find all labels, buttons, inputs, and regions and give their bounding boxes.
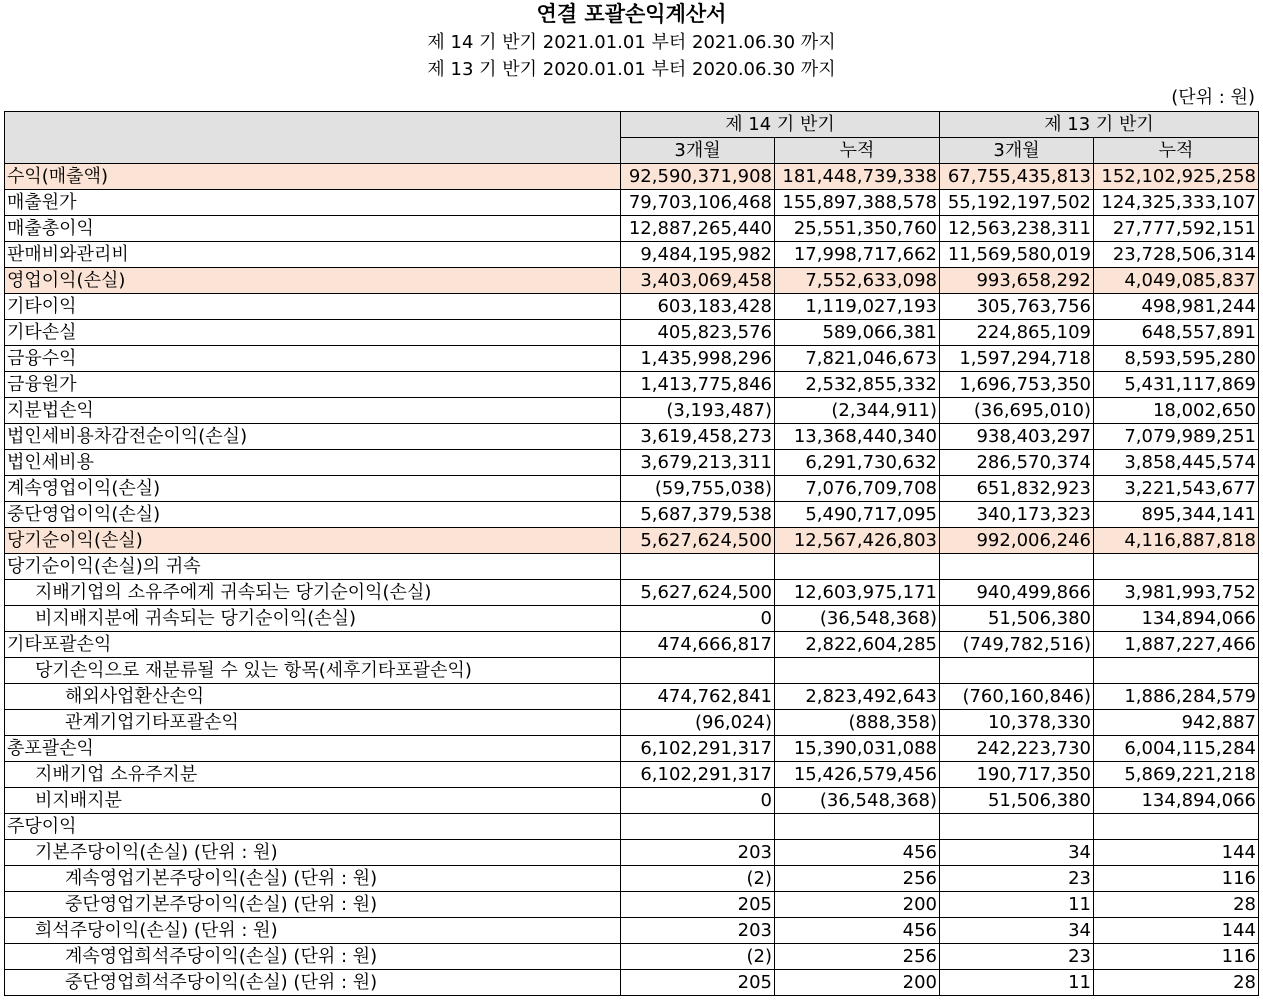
table-row	[5, 528, 1259, 554]
table-row	[5, 970, 1259, 996]
value-current-cum: 256	[775, 944, 940, 970]
value-prior-3m: (36,695,010)	[940, 398, 1094, 424]
header-row-periods	[5, 112, 1259, 138]
value-prior-cum: 3,858,445,574	[1094, 450, 1259, 476]
value-current-cum: 15,426,579,456	[775, 762, 940, 788]
value-current-3m: (2)	[621, 944, 775, 970]
value-prior-cum: 116	[1094, 866, 1259, 892]
value-current-cum: 456	[775, 918, 940, 944]
period-prior: 제 13 기 반기 2020.01.01 부터 2020.06.30 까지	[427, 59, 836, 80]
value-prior-3m: 51,506,380	[940, 606, 1094, 632]
table-row	[5, 554, 1259, 580]
value-prior-cum: 6,004,115,284	[1094, 736, 1259, 762]
account-label: 지분법손익	[5, 398, 621, 424]
value-current-3m: 12,887,265,440	[621, 216, 775, 242]
value-prior-cum: 4,116,887,818	[1094, 528, 1259, 554]
value-current-cum: 2,532,855,332	[775, 372, 940, 398]
account-label: 기타포괄손익	[5, 632, 621, 658]
value-prior-3m: 1,696,753,350	[940, 372, 1094, 398]
unit-label: (단위 : 원)	[1171, 87, 1255, 108]
value-current-3m: 405,823,576	[621, 320, 775, 346]
account-label: 관계기업기타포괄손익	[5, 710, 621, 736]
value-prior-3m: 51,506,380	[940, 788, 1094, 814]
value-prior-cum: 27,777,592,151	[1094, 216, 1259, 242]
value-prior-3m	[940, 658, 1094, 684]
value-current-cum: 456	[775, 840, 940, 866]
header-prior-3m: 3개월	[940, 138, 1094, 164]
account-label: 계속영업희석주당이익(손실) (단위 : 원)	[5, 944, 621, 970]
value-prior-3m	[940, 814, 1094, 840]
value-prior-cum: 895,344,141	[1094, 502, 1259, 528]
value-current-3m: 1,435,998,296	[621, 346, 775, 372]
period-current: 제 14 기 반기 2021.01.01 부터 2021.06.30 까지	[427, 32, 836, 53]
table-row	[5, 684, 1259, 710]
value-current-cum: 2,823,492,643	[775, 684, 940, 710]
account-label: 당기순이익(손실)	[5, 528, 621, 554]
table-row	[5, 450, 1259, 476]
value-prior-cum: 134,894,066	[1094, 788, 1259, 814]
value-current-3m: 3,619,458,273	[621, 424, 775, 450]
value-current-cum: 17,998,717,662	[775, 242, 940, 268]
value-current-cum	[775, 554, 940, 580]
account-label: 당기순이익(손실)의 귀속	[5, 554, 621, 580]
value-prior-cum: 942,887	[1094, 710, 1259, 736]
value-current-cum: 7,821,046,673	[775, 346, 940, 372]
value-current-cum: 25,551,350,760	[775, 216, 940, 242]
value-prior-cum: 144	[1094, 918, 1259, 944]
table-row	[5, 580, 1259, 606]
value-current-3m: 79,703,106,468	[621, 190, 775, 216]
account-label: 계속영업이익(손실)	[5, 476, 621, 502]
value-current-3m: 5,627,624,500	[621, 580, 775, 606]
income-statement-table	[4, 111, 1259, 996]
value-prior-3m: 940,499,866	[940, 580, 1094, 606]
table-row	[5, 736, 1259, 762]
value-prior-3m: 992,006,246	[940, 528, 1094, 554]
account-label: 지배기업의 소유주에게 귀속되는 당기순이익(손실)	[5, 580, 621, 606]
table-row	[5, 346, 1259, 372]
value-prior-cum: 18,002,650	[1094, 398, 1259, 424]
value-prior-cum: 152,102,925,258	[1094, 164, 1259, 190]
value-current-cum: 6,291,730,632	[775, 450, 940, 476]
value-current-cum: 256	[775, 866, 940, 892]
value-prior-cum: 144	[1094, 840, 1259, 866]
value-current-cum: (888,358)	[775, 710, 940, 736]
table-row	[5, 606, 1259, 632]
table-row	[5, 762, 1259, 788]
account-label: 영업이익(손실)	[5, 268, 621, 294]
value-current-3m: 205	[621, 970, 775, 996]
value-current-3m: 1,413,775,846	[621, 372, 775, 398]
value-current-3m: 6,102,291,317	[621, 736, 775, 762]
table-row	[5, 632, 1259, 658]
value-prior-cum	[1094, 814, 1259, 840]
value-prior-cum: 124,325,333,107	[1094, 190, 1259, 216]
value-prior-cum: 3,981,993,752	[1094, 580, 1259, 606]
table-row	[5, 372, 1259, 398]
value-current-cum	[775, 658, 940, 684]
value-prior-3m: 340,173,323	[940, 502, 1094, 528]
value-current-cum: 2,822,604,285	[775, 632, 940, 658]
table-row	[5, 944, 1259, 970]
account-label: 금융원가	[5, 372, 621, 398]
account-label: 당기손익으로 재분류될 수 있는 항목(세후기타포괄손익)	[5, 658, 621, 684]
value-prior-3m: 11	[940, 892, 1094, 918]
value-prior-3m: 1,597,294,718	[940, 346, 1094, 372]
table-row	[5, 190, 1259, 216]
value-prior-cum: 134,894,066	[1094, 606, 1259, 632]
account-label: 계속영업기본주당이익(손실) (단위 : 원)	[5, 866, 621, 892]
value-current-3m: 9,484,195,982	[621, 242, 775, 268]
value-current-3m: 5,687,379,538	[621, 502, 775, 528]
account-label: 매출총이익	[5, 216, 621, 242]
value-current-3m: (59,755,038)	[621, 476, 775, 502]
value-current-cum	[775, 814, 940, 840]
value-current-3m: 6,102,291,317	[621, 762, 775, 788]
value-prior-cum: 648,557,891	[1094, 320, 1259, 346]
account-label: 수익(매출액)	[5, 164, 621, 190]
value-current-3m: 0	[621, 788, 775, 814]
value-current-cum: (36,548,368)	[775, 788, 940, 814]
account-label: 해외사업환산손익	[5, 684, 621, 710]
account-label: 기본주당이익(손실) (단위 : 원)	[5, 840, 621, 866]
account-label: 지배기업 소유주지분	[5, 762, 621, 788]
value-prior-3m: 34	[940, 840, 1094, 866]
value-prior-cum: 5,869,221,218	[1094, 762, 1259, 788]
value-prior-cum: 5,431,117,869	[1094, 372, 1259, 398]
header-account-cell	[5, 112, 621, 164]
account-label: 기타손실	[5, 320, 621, 346]
table-row	[5, 840, 1259, 866]
value-current-3m: 92,590,371,908	[621, 164, 775, 190]
value-prior-3m: 305,763,756	[940, 294, 1094, 320]
account-label: 매출원가	[5, 190, 621, 216]
value-current-cum: 13,368,440,340	[775, 424, 940, 450]
table-row	[5, 918, 1259, 944]
table-row	[5, 164, 1259, 190]
account-label: 중단영업이익(손실)	[5, 502, 621, 528]
value-current-3m: 3,403,069,458	[621, 268, 775, 294]
value-prior-cum: 7,079,989,251	[1094, 424, 1259, 450]
account-label: 기타이익	[5, 294, 621, 320]
account-label: 총포괄손익	[5, 736, 621, 762]
value-current-cum: 15,390,031,088	[775, 736, 940, 762]
value-current-cum: 181,448,739,338	[775, 164, 940, 190]
value-prior-cum: 4,049,085,837	[1094, 268, 1259, 294]
value-current-3m: 203	[621, 840, 775, 866]
value-prior-3m: 224,865,109	[940, 320, 1094, 346]
value-current-3m: 0	[621, 606, 775, 632]
table-row	[5, 892, 1259, 918]
value-prior-3m: 10,378,330	[940, 710, 1094, 736]
value-prior-3m: (760,160,846)	[940, 684, 1094, 710]
table-row	[5, 398, 1259, 424]
value-prior-cum	[1094, 658, 1259, 684]
value-current-3m	[621, 554, 775, 580]
account-label: 주당이익	[5, 814, 621, 840]
value-current-cum: 1,119,027,193	[775, 294, 940, 320]
account-label: 비지배지분	[5, 788, 621, 814]
account-label: 법인세비용	[5, 450, 621, 476]
value-current-3m: 5,627,624,500	[621, 528, 775, 554]
value-current-3m: (3,193,487)	[621, 398, 775, 424]
value-current-3m: (2)	[621, 866, 775, 892]
value-prior-3m: 11,569,580,019	[940, 242, 1094, 268]
account-label: 금융수익	[5, 346, 621, 372]
value-current-3m: 474,762,841	[621, 684, 775, 710]
header-current-period: 제 14 기 반기	[621, 112, 940, 138]
account-label: 비지배지분에 귀속되는 당기순이익(손실)	[5, 606, 621, 632]
table-row	[5, 866, 1259, 892]
value-current-cum: 200	[775, 892, 940, 918]
value-prior-3m: 67,755,435,813	[940, 164, 1094, 190]
value-prior-cum	[1094, 554, 1259, 580]
value-prior-3m: 34	[940, 918, 1094, 944]
header-prior-cum: 누적	[1094, 138, 1259, 164]
table-row	[5, 476, 1259, 502]
value-prior-cum: 8,593,595,280	[1094, 346, 1259, 372]
table-row	[5, 788, 1259, 814]
value-prior-3m: 23	[940, 866, 1094, 892]
value-current-3m: 3,679,213,311	[621, 450, 775, 476]
table-row	[5, 216, 1259, 242]
value-prior-3m: 651,832,923	[940, 476, 1094, 502]
value-current-cum: (36,548,368)	[775, 606, 940, 632]
account-label: 희석주당이익(손실) (단위 : 원)	[5, 918, 621, 944]
header-current-3m: 3개월	[621, 138, 775, 164]
value-prior-cum: 28	[1094, 970, 1259, 996]
value-prior-3m: 938,403,297	[940, 424, 1094, 450]
table-row	[5, 294, 1259, 320]
account-label: 법인세비용차감전순이익(손실)	[5, 424, 621, 450]
header-prior-period: 제 13 기 반기	[940, 112, 1259, 138]
value-current-3m: 603,183,428	[621, 294, 775, 320]
value-prior-3m	[940, 554, 1094, 580]
account-label: 중단영업기본주당이익(손실) (단위 : 원)	[5, 892, 621, 918]
table-row	[5, 242, 1259, 268]
value-current-cum: 155,897,388,578	[775, 190, 940, 216]
value-current-cum: 5,490,717,095	[775, 502, 940, 528]
value-prior-3m: 190,717,350	[940, 762, 1094, 788]
account-label: 판매비와관리비	[5, 242, 621, 268]
statement-title: 연결 포괄손익계산서	[536, 2, 727, 26]
value-current-3m: 203	[621, 918, 775, 944]
value-prior-cum: 116	[1094, 944, 1259, 970]
value-current-3m	[621, 814, 775, 840]
value-prior-3m: 993,658,292	[940, 268, 1094, 294]
table-row	[5, 424, 1259, 450]
table-row	[5, 658, 1259, 684]
value-current-cum: 12,603,975,171	[775, 580, 940, 606]
table-row	[5, 814, 1259, 840]
value-prior-3m: 55,192,197,502	[940, 190, 1094, 216]
value-prior-3m: 23	[940, 944, 1094, 970]
value-current-3m: 474,666,817	[621, 632, 775, 658]
value-prior-3m: 286,570,374	[940, 450, 1094, 476]
header-current-cum: 누적	[775, 138, 940, 164]
table-row	[5, 502, 1259, 528]
value-current-3m	[621, 658, 775, 684]
value-current-cum: 589,066,381	[775, 320, 940, 346]
table-row	[5, 320, 1259, 346]
table-row	[5, 268, 1259, 294]
value-prior-cum: 1,887,227,466	[1094, 632, 1259, 658]
table-row	[5, 710, 1259, 736]
value-prior-cum: 1,886,284,579	[1094, 684, 1259, 710]
value-prior-cum: 498,981,244	[1094, 294, 1259, 320]
value-prior-cum: 3,221,543,677	[1094, 476, 1259, 502]
value-prior-3m: 242,223,730	[940, 736, 1094, 762]
value-current-cum: (2,344,911)	[775, 398, 940, 424]
value-current-3m: (96,024)	[621, 710, 775, 736]
value-prior-3m: 12,563,238,311	[940, 216, 1094, 242]
value-current-3m: 205	[621, 892, 775, 918]
value-prior-3m: 11	[940, 970, 1094, 996]
account-label: 중단영업희석주당이익(손실) (단위 : 원)	[5, 970, 621, 996]
value-current-cum: 7,076,709,708	[775, 476, 940, 502]
value-current-cum: 200	[775, 970, 940, 996]
value-current-cum: 12,567,426,803	[775, 528, 940, 554]
value-prior-cum: 28	[1094, 892, 1259, 918]
value-prior-cum: 23,728,506,314	[1094, 242, 1259, 268]
value-current-cum: 7,552,633,098	[775, 268, 940, 294]
value-prior-3m: (749,782,516)	[940, 632, 1094, 658]
